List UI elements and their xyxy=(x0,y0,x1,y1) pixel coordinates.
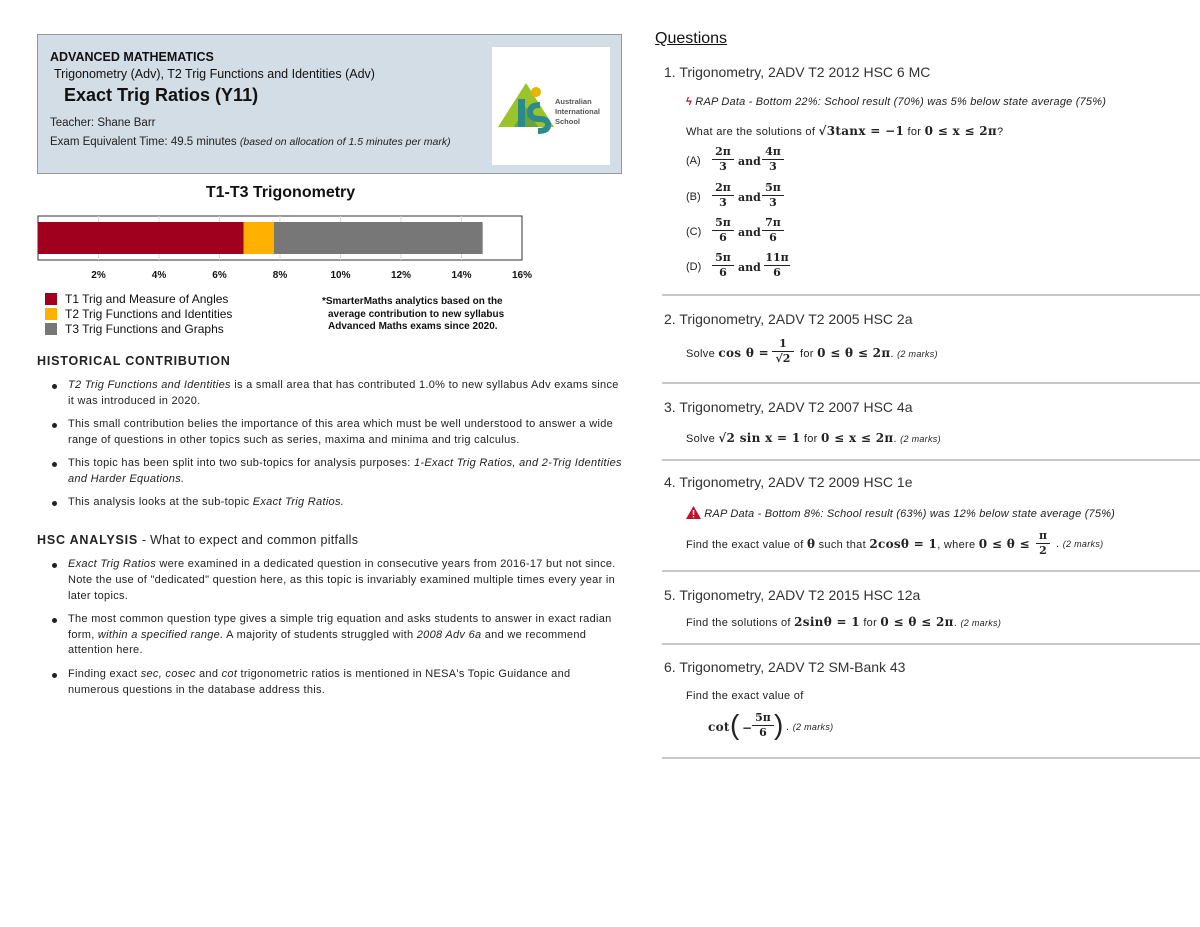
list-item: T2 Trig Functions and Identities is a small area that has contributed 1.0% to new syllabus Adv exams since it was introduced in 2020. xyxy=(52,378,622,410)
teacher-line xyxy=(50,117,156,129)
legend-item-t3 xyxy=(45,321,232,336)
list-item: Exact Trig Ratios were examined in a dedicated question in consecutive years from 2016-17 but not since. Note the use of "dedicated" question here, as this topic is invariably examined multiple times every year in later topics. xyxy=(52,557,622,604)
historical-list xyxy=(52,378,622,519)
question-6-title[interactable]: 6. Trigonometry, 2ADV T2 SM-Bank 43 xyxy=(664,659,906,675)
fraction: 5π 6 xyxy=(752,712,774,739)
and-word: and xyxy=(738,155,761,168)
list-item: This topic has been split into two sub-topics for analysis purposes: 1-Exact Trig Ratios, and 2-Trig Identities and Harder Equations. xyxy=(52,456,622,488)
question-6-cot: cot xyxy=(708,720,730,734)
minus-sign: − xyxy=(742,721,753,735)
fraction: 5π 6 xyxy=(712,252,734,279)
exam-time-value: 49.5 minutes xyxy=(170,136,237,148)
bar-segment-t2 xyxy=(244,222,274,254)
school-logo xyxy=(492,47,610,165)
teacher-label: Teacher: xyxy=(50,117,95,129)
x-tick-label: 2% xyxy=(91,270,106,281)
question-4-marks: . (2 marks) xyxy=(1056,538,1104,550)
divider xyxy=(662,294,1200,296)
logo-text: Australian International School xyxy=(555,97,601,126)
option-label: (A) xyxy=(686,155,701,167)
page-title: Exact Trig Ratios (Y11) xyxy=(64,85,259,105)
stacked-bar-chart xyxy=(30,208,533,288)
question-4-title[interactable]: 4. Trigonometry, 2ADV T2 2009 HSC 1e xyxy=(664,474,913,490)
fraction: 7π 6 xyxy=(762,217,784,244)
paren-open: ( xyxy=(730,709,740,740)
question-2-title[interactable]: 2. Trigonometry, 2ADV T2 2005 HSC 2a xyxy=(664,311,913,327)
warning-icon xyxy=(686,506,701,522)
fraction: 2π 3 xyxy=(712,146,734,173)
list-item: The most common question type gives a simple trig equation and asks students to answer in exact radian form, within a specified range. A majority of students struggled with 2008 Adv 6a and we recommend attention here. xyxy=(52,612,622,659)
legend-label: T2 Trig Functions and Identities xyxy=(65,306,233,321)
exam-time-note: (based on allocation of 1.5 minutes per mark) xyxy=(239,136,451,148)
legend-item-t2 xyxy=(45,306,232,321)
fraction: 5π 3 xyxy=(762,182,784,209)
divider xyxy=(662,643,1200,645)
list-item: Finding exact sec, cosec and cot trigonometric ratios is mentioned in NESA's Topic Guidance and numerous questions in the database address this. xyxy=(52,667,622,699)
bar-segment-t1 xyxy=(38,222,244,254)
question-2-prompt: Solve cos θ = xyxy=(686,346,769,360)
chart-title: T1-T3 Trigonometry xyxy=(205,184,356,201)
divider xyxy=(662,757,1200,759)
option-label: (B) xyxy=(686,191,701,203)
option-label: (D) xyxy=(686,261,702,273)
lightning-icon: ϟ xyxy=(686,96,693,108)
and-word: and xyxy=(738,226,761,239)
fraction: π 2 xyxy=(1036,530,1050,557)
historical-heading: HISTORICAL CONTRIBUTION xyxy=(37,354,231,368)
question-5-prompt: Find the solutions of 2sinθ = 1 for 0 ≤ θ ≤ 2π. (2 marks) xyxy=(686,615,1002,629)
fraction: 5π 6 xyxy=(712,217,734,244)
questions-heading: Questions xyxy=(655,30,728,47)
question-3-title[interactable]: 3. Trigonometry, 2ADV T2 2007 HSC 4a xyxy=(664,399,913,415)
legend-swatch xyxy=(45,323,57,335)
and-word: and xyxy=(738,261,761,274)
legend-swatch xyxy=(45,293,57,305)
exam-time-label: Exam Equivalent Time: xyxy=(50,136,168,148)
question-1-prompt: What are the solutions of √3tanx = −1 for 0 ≤ x ≤ 2π? xyxy=(686,124,1004,138)
x-tick-label: 16% xyxy=(511,270,533,281)
bar-segment-t3 xyxy=(274,222,483,254)
divider xyxy=(662,459,1200,461)
x-tick-label: 6% xyxy=(212,270,227,281)
question-1-title[interactable]: 1. Trigonometry, 2ADV T2 2012 HSC 6 MC xyxy=(664,64,931,80)
x-tick-label: 4% xyxy=(151,270,167,281)
divider xyxy=(662,570,1200,572)
question-6-prompt: Find the exact value of xyxy=(686,690,804,702)
x-tick-label: 8% xyxy=(272,270,288,281)
chart-legend xyxy=(45,291,232,336)
x-tick-label: 10% xyxy=(330,270,351,281)
question-4-prompt: Find the exact value of θ such that 2cosθ = 1, where 0 ≤ θ ≤ xyxy=(686,537,1030,551)
x-tick-label: 14% xyxy=(451,270,472,281)
topic-label: Trigonometry (Adv), T2 Trig Functions and Identities (Adv) xyxy=(54,67,375,81)
question-5-title[interactable]: 5. Trigonometry, 2ADV T2 2015 HSC 12a xyxy=(664,587,921,603)
legend-label: T3 Trig Functions and Graphs xyxy=(65,321,224,336)
legend-item-t1 xyxy=(45,291,232,306)
legend-swatch xyxy=(45,308,57,320)
option-label: (C) xyxy=(686,226,702,238)
subject-label: ADVANCED MATHEMATICS xyxy=(50,50,214,64)
and-word: and xyxy=(738,191,761,204)
header-box xyxy=(37,34,622,174)
rap-data-q4: RAP Data - Bottom 8%: School result (63%) was 12% below state average (75%) xyxy=(686,506,1115,522)
fraction: 4π 3 xyxy=(762,146,784,173)
question-2-range: for 0 ≤ θ ≤ 2π. (2 marks) xyxy=(800,346,938,360)
teacher-name: Shane Barr xyxy=(97,117,156,129)
question-6-marks: . (2 marks) xyxy=(786,721,834,733)
question-3-prompt: Solve √2 sin x = 1 for 0 ≤ x ≤ 2π. (2 marks) xyxy=(686,431,941,445)
paren-close: ) xyxy=(774,709,784,740)
divider xyxy=(662,382,1200,384)
hsc-analysis-heading: HSC ANALYSIS - What to expect and common pitfalls xyxy=(37,533,359,547)
exam-time-line xyxy=(50,136,451,148)
legend-label: T1 Trig and Measure of Angles xyxy=(65,291,229,306)
list-item: This analysis looks at the sub-topic Exact Trig Ratios. xyxy=(52,495,622,511)
x-tick-label: 12% xyxy=(390,270,412,281)
fraction: 11π 6 xyxy=(765,251,789,279)
rap-data-q1: ϟ RAP Data - Bottom 22%: School result (70%) was 5% below state average (75%) xyxy=(686,96,1107,108)
list-item: This small contribution belies the importance of this area which must be well understood to answer a wide range of questions in other topics such as series, maxima and minima and trig calculus. xyxy=(52,417,622,449)
fraction: 1 √2 xyxy=(772,338,794,365)
chart-footnote: *SmarterMaths analytics based on the average contribution to new syllabus Advanced Maths exams since 2020. xyxy=(322,296,505,332)
fraction: 2π 3 xyxy=(712,182,734,209)
hsc-analysis-list xyxy=(52,557,622,706)
